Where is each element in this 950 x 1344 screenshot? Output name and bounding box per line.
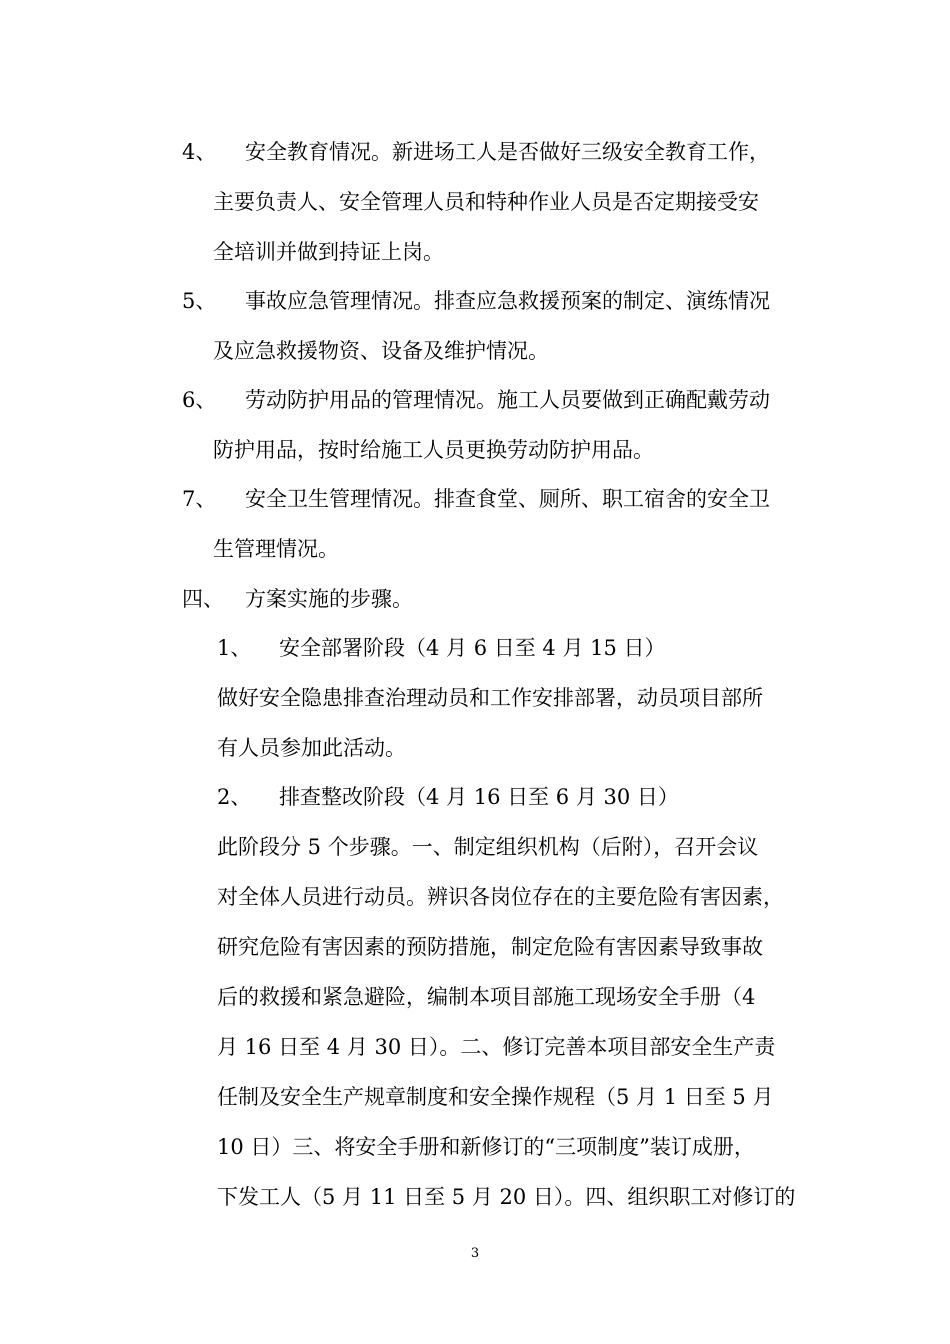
step-text-line: 研究危险有害因素的预防措施，制定危险有害因素导致事故 xyxy=(217,935,763,959)
step-number: 2、 xyxy=(217,785,252,809)
page-number: 3 xyxy=(470,1246,480,1261)
item-number: 4、 xyxy=(182,140,217,164)
item-text-line: 及应急救援物资、设备及维护情况。 xyxy=(213,339,549,363)
item-number: 7、 xyxy=(182,487,217,511)
step-text-line: 后的救援和紧急避险，编制本项目部施工现场安全手册（4 xyxy=(217,985,756,1009)
step-title: 排查整改阶段（4 月 16 日至 6 月 30 日） xyxy=(279,785,679,809)
step-text-line: 月 16 日至 4 月 30 日）。二、修订完善本项目部安全生产责 xyxy=(217,1035,776,1059)
section-number: 四、 xyxy=(182,587,224,611)
step-text-line: 对全体人员进行动员。辨识各岗位存在的主要危险有害因素， xyxy=(217,885,784,909)
item-text-line: 事故应急管理情况。排查应急救援预案的制定、演练情况 xyxy=(245,289,770,313)
step-title: 安全部署阶段（4 月 6 日至 4 月 15 日） xyxy=(279,636,666,660)
item-text-line: 生管理情况。 xyxy=(213,537,339,561)
item-text-line: 劳动防护用品的管理情况。施工人员要做到正确配戴劳动 xyxy=(245,388,770,412)
step-text-line: 有人员参加此活动。 xyxy=(217,736,406,760)
step-text-line: 此阶段分 5 个步骤。一、制定组织机构（后附），召开会议 xyxy=(217,835,759,859)
item-text-line: 安全卫生管理情况。排查食堂、厕所、职工宿舍的安全卫 xyxy=(245,487,770,511)
section-title: 方案实施的步骤。 xyxy=(245,587,413,611)
step-text-line: 做好安全隐患排查治理动员和工作安排部署，动员项目部所 xyxy=(217,686,763,710)
step-text-line: 下发工人（5 月 11 日至 5 月 20 日）。四、组织职工对修订的 xyxy=(217,1185,796,1209)
item-text-line: 防护用品，按时给施工人员更换劳动防护用品。 xyxy=(213,438,654,462)
step-number: 1、 xyxy=(217,636,252,660)
item-number: 5、 xyxy=(182,289,217,313)
item-number: 6、 xyxy=(182,388,217,412)
step-text-line: 10 日）三、将安全手册和新修订的“三项制度”装订成册， xyxy=(217,1135,755,1159)
item-text-line: 主要负责人、安全管理人员和特种作业人员是否定期接受安 xyxy=(213,190,759,214)
step-text-line: 任制及安全生产规章制度和安全操作规程（5 月 1 日至 5 月 xyxy=(217,1085,774,1109)
item-text-line: 安全教育情况。新进场工人是否做好三级安全教育工作， xyxy=(245,140,770,164)
item-text-line: 全培训并做到持证上岗。 xyxy=(213,240,444,264)
